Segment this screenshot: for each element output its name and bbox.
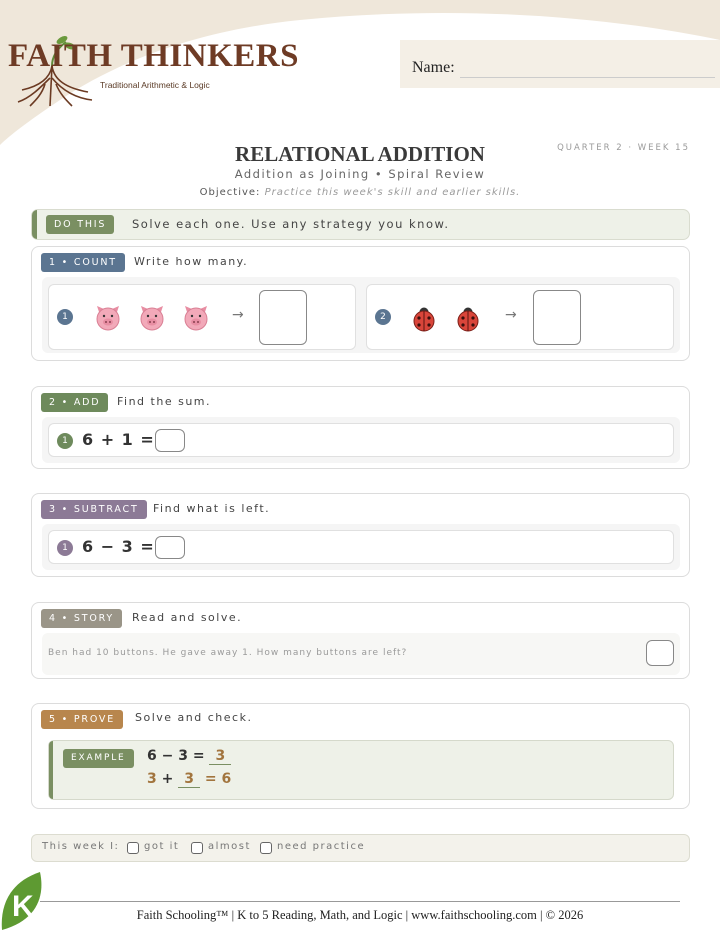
add-answer-box[interactable] (155, 429, 185, 452)
section-story (31, 602, 690, 679)
arrow-icon: → (505, 307, 517, 323)
count-card-1 (48, 284, 356, 350)
checkbox-got-it[interactable] (127, 842, 139, 854)
subtract-equation: 6 − 3 = (82, 537, 155, 556)
example-line-1-left: 6 − 3 = (147, 748, 205, 764)
section-subtract (31, 493, 690, 577)
count-num-2: 2 (375, 309, 391, 325)
brand-logo-title: FAITH THINKERS (8, 38, 299, 74)
option-almost: almost (208, 841, 251, 852)
example-line-2-b: 3 (178, 771, 200, 788)
option-need-practice: need practice (277, 841, 366, 852)
option-got-it: got it (144, 841, 180, 852)
do-this-pill: DO THIS (46, 215, 114, 234)
add-instruction: Find the sum. (117, 395, 211, 408)
example-accent (49, 741, 53, 799)
objective-label: Objective: (199, 187, 261, 198)
count-card-2 (366, 284, 674, 350)
count-answer-box-2[interactable] (533, 290, 581, 345)
prove-pill: 5 • PROVE (41, 710, 123, 729)
example-line-2-eq: = 6 (204, 771, 232, 787)
count-answer-box-1[interactable] (259, 290, 307, 345)
objective (0, 187, 720, 198)
subtract-num: 1 (57, 540, 73, 556)
example-pill: EXAMPLE (63, 749, 134, 768)
ladybug-icon (455, 306, 481, 332)
story-text: Ben had 10 buttons. He gave away 1. How many buttons are left? (48, 648, 408, 658)
subtract-answer-box[interactable] (155, 536, 185, 559)
count-instruction: Write how many. (134, 255, 249, 268)
count-pill: 1 • COUNT (41, 253, 125, 272)
quarter-week-label: QUARTER 2 · WEEK 15 (557, 143, 690, 153)
do-this-accent (32, 210, 37, 239)
section-add (31, 386, 690, 469)
example-line-2-a: 3 (147, 771, 157, 787)
svg-text:K: K (12, 890, 34, 923)
subtract-instruction: Find what is left. (153, 502, 271, 515)
prove-instruction: Solve and check. (135, 711, 253, 724)
brand-tagline: Traditional Arithmetic & Logic (100, 80, 210, 90)
story-pill: 4 • STORY (41, 609, 122, 628)
example-line-1 (147, 748, 231, 765)
page-title: RELATIONAL ADDITION (235, 142, 485, 166)
footer-divider (40, 901, 680, 902)
checkbox-need-practice[interactable] (260, 842, 272, 854)
add-card (48, 423, 674, 457)
checkbox-almost[interactable] (191, 842, 203, 854)
do-this-text: Solve each one. Use any strategy you know. (132, 217, 450, 231)
page-subtitle: Addition as Joining • Spiral Review (234, 167, 486, 181)
arrow-icon: → (232, 307, 244, 323)
section-count (31, 246, 690, 361)
example-line-2 (147, 771, 231, 788)
example-line-2-plus: + (161, 771, 174, 787)
name-field[interactable] (460, 77, 715, 78)
objective-text: Practice this week's skill and earlier skills. (264, 187, 521, 198)
example-line-1-answer: 3 (209, 748, 231, 765)
ladybug-icon (411, 306, 437, 332)
name-label: Name: (412, 59, 455, 76)
count-num-1: 1 (57, 309, 73, 325)
footer-text: Faith Schooling™ | K to 5 Reading, Math, and Logic | www.faithschooling.com | © 2026 (136, 908, 584, 922)
do-this-bar (31, 209, 690, 240)
add-equation: 6 + 1 = (82, 430, 155, 449)
add-pill: 2 • ADD (41, 393, 108, 412)
example-card (48, 740, 674, 800)
section-prove (31, 703, 690, 809)
pig-icon (94, 305, 122, 331)
story-instruction: Read and solve. (132, 611, 243, 624)
pig-icon (182, 305, 210, 331)
pig-icon (138, 305, 166, 331)
self-check-label: This week I: (42, 841, 120, 852)
story-answer-box[interactable] (646, 640, 674, 666)
self-check-bar (31, 834, 690, 862)
add-num: 1 (57, 433, 73, 449)
subtract-pill: 3 • SUBTRACT (41, 500, 147, 519)
subtract-card (48, 530, 674, 564)
